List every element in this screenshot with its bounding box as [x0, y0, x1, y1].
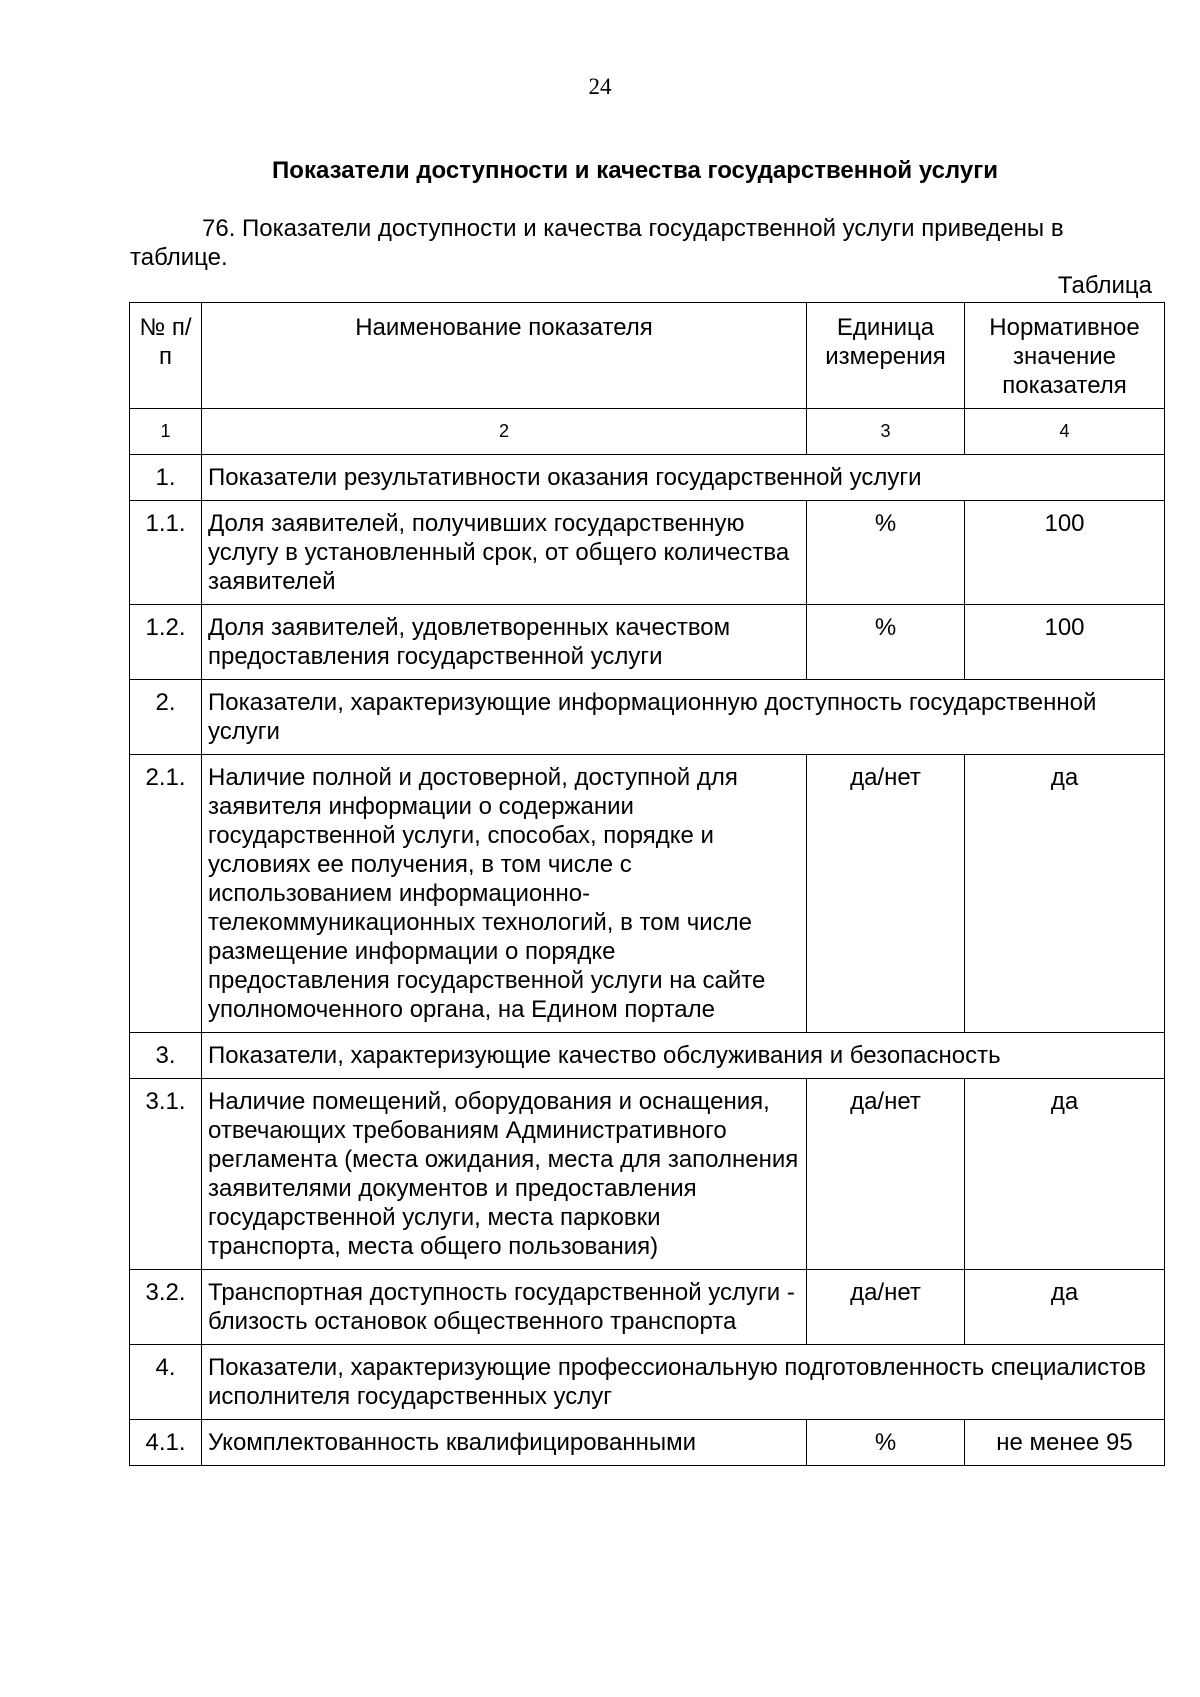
- indicator-row: [130, 755, 1165, 1033]
- indicator-name: Наличие полной и достоверной, доступной для заявителя информации о содержании государственной услуги, способах, порядке и условиях ее получения, в том числе с использованием информационно-телекоммуникационных технологий, в том числе размещение информации о порядке предоставления государственной услуги на сайте уполномоченного органа, на Едином портале: [202, 755, 807, 1033]
- intro-paragraph: 76. Показатели доступности и качества государственной услуги приведены в таблице.: [130, 215, 1064, 271]
- row-number: 1.: [130, 455, 202, 501]
- indicator-value: да: [965, 755, 1165, 1033]
- row-number: 1.2.: [130, 605, 202, 680]
- section-row: [130, 1033, 1165, 1079]
- section-heading: Показатели доступности и качества государственной услуги: [272, 157, 998, 184]
- section-row: [130, 455, 1165, 501]
- header-number: № п/п: [130, 303, 202, 409]
- indicator-value: 100: [965, 605, 1165, 680]
- column-number: 1: [130, 409, 202, 455]
- page-number: 24: [588, 74, 612, 99]
- section-row: [130, 1345, 1165, 1420]
- header-unit: Единица измерения: [807, 303, 965, 409]
- indicator-row: [130, 501, 1165, 605]
- indicator-unit: да/нет: [807, 1079, 965, 1270]
- indicator-row: [130, 1270, 1165, 1345]
- indicator-name: Наличие помещений, оборудования и оснащения, отвечающих требованиям Административного регламента (места ожидания, места для заполнения заявителями документов и предоставления государственной услуги, места парковки транспорта, места общего пользования): [202, 1079, 807, 1270]
- row-number: 4.1.: [130, 1420, 202, 1466]
- indicator-row: [130, 1079, 1165, 1270]
- section-row: [130, 680, 1165, 755]
- row-number: 2.1.: [130, 755, 202, 1033]
- indicator-value: да: [965, 1270, 1165, 1345]
- column-numbers-row: [130, 409, 1165, 455]
- row-number: 1.1.: [130, 501, 202, 605]
- table-caption: Таблица: [1057, 272, 1152, 299]
- indicator-value: 100: [965, 501, 1165, 605]
- column-number: 4: [965, 409, 1165, 455]
- indicator-value: не менее 95: [965, 1420, 1165, 1466]
- indicator-row: [130, 1420, 1165, 1466]
- indicator-unit: %: [807, 1420, 965, 1466]
- row-number: 2.: [130, 680, 202, 755]
- row-number: 3.2.: [130, 1270, 202, 1345]
- indicator-value: да: [965, 1079, 1165, 1270]
- column-number: 2: [202, 409, 807, 455]
- column-number: 3: [807, 409, 965, 455]
- row-number: 4.: [130, 1345, 202, 1420]
- row-number: 3.: [130, 1033, 202, 1079]
- section-title: Показатели, характеризующие профессиональную подготовленность специалистов исполнителя государственных услуг: [202, 1345, 1165, 1420]
- indicator-row: [130, 605, 1165, 680]
- indicator-unit: да/нет: [807, 755, 965, 1033]
- indicators-table: [129, 302, 1165, 1466]
- section-title: Показатели результативности оказания государственной услуги: [202, 455, 1165, 501]
- section-title: Показатели, характеризующие качество обслуживания и безопасность: [202, 1033, 1165, 1079]
- section-title: Показатели, характеризующие информационную доступность государственной услуги: [202, 680, 1165, 755]
- header-value: Нормативное значение показателя: [965, 303, 1165, 409]
- indicator-name: Доля заявителей, получивших государственную услугу в установленный срок, от общего количества заявителей: [202, 501, 807, 605]
- indicator-unit: %: [807, 605, 965, 680]
- table-header-row: [130, 303, 1165, 409]
- row-number: 3.1.: [130, 1079, 202, 1270]
- indicator-name: Доля заявителей, удовлетворенных качеством предоставления государственной услуги: [202, 605, 807, 680]
- indicator-name: Укомплектованность квалифицированными: [202, 1420, 807, 1466]
- indicator-name: Транспортная доступность государственной услуги - близость остановок общественного транспорта: [202, 1270, 807, 1345]
- indicator-unit: да/нет: [807, 1270, 965, 1345]
- header-name: Наименование показателя: [202, 303, 807, 409]
- indicator-unit: %: [807, 501, 965, 605]
